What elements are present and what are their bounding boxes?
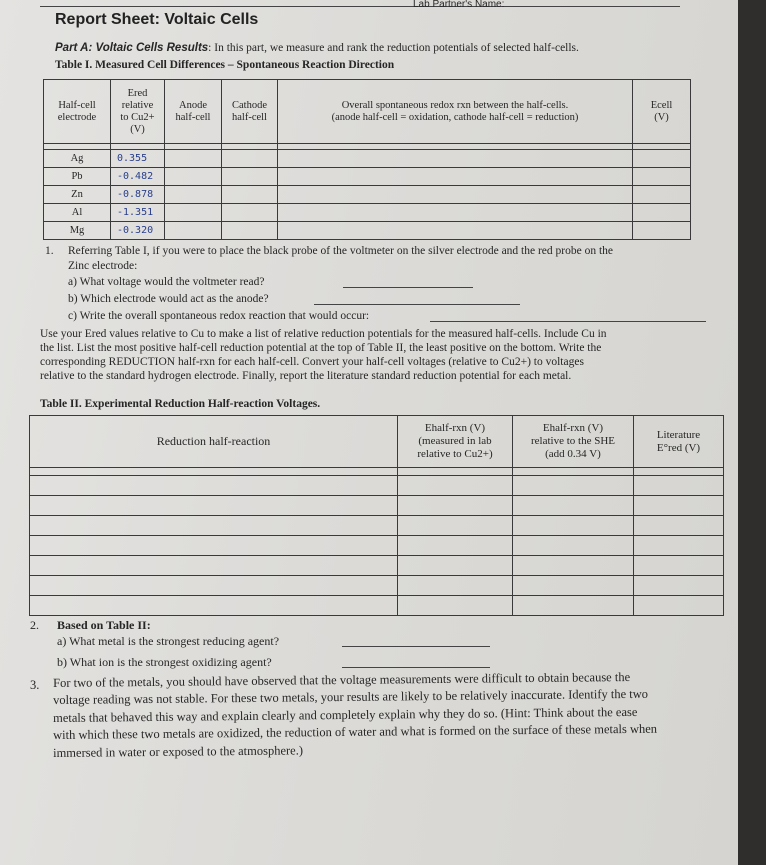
q3-line-1: For two of the metals, you should have observed that the voltage measurements were difficult to obtain because the xyxy=(53,669,631,690)
overall-cell[interactable] xyxy=(278,186,633,204)
reaction-cell[interactable] xyxy=(30,536,398,556)
q1-b: b) Which electrode would act as the anode? xyxy=(68,293,269,305)
electrode-cell: Zn xyxy=(44,186,111,204)
th-text: (measured in lab xyxy=(418,435,492,447)
ered-value: -0.320 xyxy=(111,222,165,240)
th-text: (V) xyxy=(654,111,669,123)
q2-a-answer-line[interactable] xyxy=(342,646,490,647)
q2-text: Based on Table II: xyxy=(57,618,151,632)
table-2 xyxy=(29,415,724,616)
measured-cell[interactable] xyxy=(398,556,513,576)
anode-cell[interactable] xyxy=(165,150,222,168)
table-row xyxy=(30,516,724,536)
q3-number: 3. xyxy=(30,678,40,692)
table-row xyxy=(44,222,691,240)
table-row xyxy=(44,204,691,222)
table-row xyxy=(30,576,724,596)
overall-cell[interactable] xyxy=(278,222,633,240)
table-row xyxy=(44,186,691,204)
th-text: relative to Cu2+) xyxy=(417,448,493,460)
reaction-cell[interactable] xyxy=(30,556,398,576)
table2-header-row xyxy=(30,416,724,468)
literature-cell[interactable] xyxy=(634,576,724,596)
she-cell[interactable] xyxy=(513,476,634,496)
measured-cell[interactable] xyxy=(398,476,513,496)
q1-c-answer-line[interactable] xyxy=(430,321,706,322)
literature-cell[interactable] xyxy=(634,476,724,496)
table2-header-measured xyxy=(398,416,513,468)
table2-header-reaction: Reduction half-reaction xyxy=(30,416,398,468)
ered-value: 0.355 xyxy=(111,150,165,168)
ecell-cell[interactable] xyxy=(633,204,691,222)
measured-cell[interactable] xyxy=(398,536,513,556)
ecell-cell[interactable] xyxy=(633,222,691,240)
reaction-cell[interactable] xyxy=(30,496,398,516)
anode-cell[interactable] xyxy=(165,168,222,186)
q2-a: a) What metal is the strongest reducing agent? xyxy=(57,634,280,648)
cathode-cell[interactable] xyxy=(222,150,278,168)
q1-number: 1. xyxy=(45,245,54,257)
ecell-cell[interactable] xyxy=(633,150,691,168)
q1-a-answer-line[interactable] xyxy=(343,287,473,288)
q3-line-4: with which these two metals are oxidized, the reduction of water and what is formed on the surface of these metals when xyxy=(53,721,658,742)
table1-caption: Table I. Measured Cell Differences – Spontaneous Reaction Direction xyxy=(55,59,395,71)
she-cell[interactable] xyxy=(513,496,634,516)
anode-cell[interactable] xyxy=(165,186,222,204)
overall-cell[interactable] xyxy=(278,150,633,168)
q1-text: Referring Table I, if you were to place the black probe of the voltmeter on the silver electrode and the red probe on the xyxy=(68,245,614,257)
q1-b-answer-line[interactable] xyxy=(314,304,520,305)
table1-header-ered xyxy=(111,80,165,144)
th-text: Anode xyxy=(179,99,207,111)
reaction-cell[interactable] xyxy=(30,476,398,496)
instructions-line-4: relative to the standard hydrogen electrode. Finally, report the literature standard reduction potential for each metal. xyxy=(40,370,572,382)
electrode-cell: Ag xyxy=(44,150,111,168)
part-a-heading: Part A: Voltaic Cells Results xyxy=(55,42,209,54)
th-text: half-cell xyxy=(175,111,211,123)
instructions-line-3: corresponding REDUCTION half-rxn for each half-cell. Convert your half-cell voltages (relative to Cu2+) to voltages xyxy=(40,356,584,368)
table-row xyxy=(30,536,724,556)
she-cell[interactable] xyxy=(513,536,634,556)
literature-cell[interactable] xyxy=(634,496,724,516)
q1-c: c) Write the overall spontaneous redox reaction that would occur: xyxy=(68,310,370,322)
ecell-cell[interactable] xyxy=(633,168,691,186)
ered-value: -0.878 xyxy=(111,186,165,204)
reaction-cell[interactable] xyxy=(30,516,398,536)
table-row xyxy=(30,496,724,516)
q2-b: b) What ion is the strongest oxidizing agent? xyxy=(57,655,272,669)
th-text: Ehalf-rxn (V) xyxy=(424,422,486,434)
she-cell[interactable] xyxy=(513,556,634,576)
electrode-cell: Al xyxy=(44,204,111,222)
th-text: to Cu2+ xyxy=(120,111,155,123)
table2-header-she xyxy=(513,416,634,468)
th-text: half-cell xyxy=(232,111,267,123)
q3-line-2: voltage reading was not stable. For these two metals, your results are likely to be relatively inaccurate. Identify the two xyxy=(53,686,649,707)
she-cell[interactable] xyxy=(513,516,634,536)
table2-caption: Table II. Experimental Reduction Half-reaction Voltages. xyxy=(40,398,321,410)
th-text: Ehalf-rxn (V) xyxy=(542,422,604,434)
th-text: Cathode xyxy=(232,99,267,111)
q3-line-5: immersed in water or exposed to the atmosphere.) xyxy=(53,743,304,760)
table1-header-electrode xyxy=(44,80,111,144)
th-text: E°red (V) xyxy=(656,441,701,454)
electrode-cell: Pb xyxy=(44,168,111,186)
th-text: (V) xyxy=(130,123,145,135)
table-1 xyxy=(43,79,691,240)
background-edge xyxy=(738,0,766,865)
table1-header-row xyxy=(44,80,691,144)
q1-text-2: Zinc electrode: xyxy=(68,260,138,272)
anode-cell[interactable] xyxy=(165,204,222,222)
table-row xyxy=(30,476,724,496)
cathode-cell[interactable] xyxy=(222,222,278,240)
top-rule xyxy=(40,6,680,7)
anode-cell[interactable] xyxy=(165,222,222,240)
q3-line-3: metals that behaved this way and explain clearly and completely explain why they do so. (Hint: Think about the ease xyxy=(53,704,638,725)
cathode-cell[interactable] xyxy=(222,204,278,222)
table1-header-ecell xyxy=(633,80,691,144)
table-row xyxy=(30,556,724,576)
measured-cell[interactable] xyxy=(398,496,513,516)
part-a-intro xyxy=(55,41,579,55)
measured-cell[interactable] xyxy=(398,516,513,536)
electrode-cell: Mg xyxy=(44,222,111,240)
th-text: Literature xyxy=(656,428,701,441)
she-cell[interactable] xyxy=(513,576,634,596)
literature-cell[interactable] xyxy=(634,556,724,576)
table1-header-anode xyxy=(165,80,222,144)
overall-cell[interactable] xyxy=(278,204,633,222)
reaction-cell[interactable] xyxy=(30,596,398,616)
measured-cell[interactable] xyxy=(398,576,513,596)
literature-cell[interactable] xyxy=(634,516,724,536)
q1-a: a) What voltage would the voltmeter read? xyxy=(68,276,265,288)
literature-cell[interactable] xyxy=(634,596,724,616)
th-text: (anode half-cell = oxidation, cathode half-cell = reduction) xyxy=(331,111,579,123)
th-text: electrode xyxy=(57,111,97,123)
table2-spacer-row xyxy=(30,468,724,476)
th-text: Half-cell xyxy=(58,99,96,111)
table-row xyxy=(44,150,691,168)
overall-cell[interactable] xyxy=(278,168,633,186)
part-a-text: : In this part, we measure and rank the reduction potentials of selected half-cells. xyxy=(208,42,579,54)
lab-partner-label: Lab Partner's Name: xyxy=(413,0,505,10)
she-cell[interactable] xyxy=(513,596,634,616)
instructions-line-2: the list. List the most positive half-cell reduction potential at the top of Table II, the least positive on the bottom. Write the xyxy=(40,342,602,354)
th-text: Overall spontaneous redox rxn between the half-cells. xyxy=(341,99,569,111)
table1-header-cathode xyxy=(222,80,278,144)
th-text: relative xyxy=(121,99,154,111)
cathode-cell[interactable] xyxy=(222,186,278,204)
th-text: (add 0.34 V) xyxy=(545,448,601,460)
th-text: Ered xyxy=(127,87,148,99)
table2-header-literature xyxy=(634,416,724,468)
reaction-cell[interactable] xyxy=(30,576,398,596)
cathode-cell[interactable] xyxy=(222,168,278,186)
table-row xyxy=(30,596,724,616)
th-text: relative to the SHE xyxy=(530,435,615,447)
page-title: Report Sheet: Voltaic Cells xyxy=(55,11,259,28)
ered-value: -0.482 xyxy=(111,168,165,186)
table1-header-overall xyxy=(278,80,633,144)
q2-b-answer-line[interactable] xyxy=(342,667,490,668)
measured-cell[interactable] xyxy=(398,596,513,616)
ered-value: -1.351 xyxy=(111,204,165,222)
q2-number: 2. xyxy=(30,618,39,632)
table-row xyxy=(44,168,691,186)
th-text: Ecell xyxy=(650,99,673,111)
instructions-line-1: Use your Ered values relative to Cu to make a list of relative reduction potentials for the measured half-cells. Include Cu in xyxy=(40,328,607,340)
literature-cell[interactable] xyxy=(634,536,724,556)
ecell-cell[interactable] xyxy=(633,186,691,204)
